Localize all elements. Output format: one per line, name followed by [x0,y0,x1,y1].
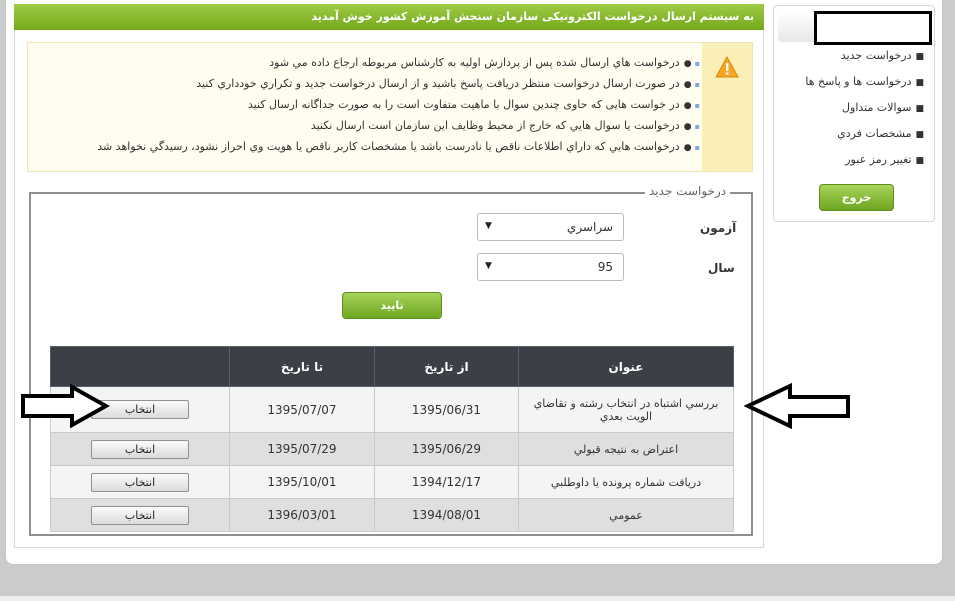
from-date-cell: 1394/08/01 [375,499,519,532]
notice-list [30,53,700,158]
redaction-box [814,11,932,45]
sidebar-item-change-password[interactable]: ■تغيير رمز عبور [845,153,924,166]
header-from-date: از تاريخ [375,347,519,387]
notice-item: ▪●در خواست هایی كه حاوی چندين سوال با ماهيت متفاوت است را به صورت جداگانه ارسال كنيد [247,98,700,111]
select-button[interactable]: انتخاب [91,400,189,419]
left-arrow-annotation-icon [744,383,852,429]
right-arrow-annotation-icon [20,384,110,428]
sidebar-item-profile[interactable]: ■مشخصات فردي [837,127,924,140]
bullet-icon: ■ [915,52,924,62]
notice-icon-area [702,43,752,171]
bullet-icon: ■ [915,78,924,88]
notice-item: ▪●درخواست هاي ارسال شده پس از پردازش اوليه به كارشناس مربوطه ارجاع داده مي شود [269,56,700,69]
table-row [51,499,734,532]
exam-label: آزمون [700,221,737,235]
sidebar-item-faq[interactable]: ■سوالات متداول [842,101,924,114]
year-label: سال [708,261,735,275]
title-cell: عمومي [519,499,734,532]
select-button[interactable]: انتخاب [91,473,189,492]
bullet-icon: ■ [915,156,924,166]
to-date-cell: 1395/07/29 [230,433,375,466]
header-action [51,347,230,387]
table-row [51,466,734,499]
welcome-bar: به سيستم ارسال درخواست الكترونيكی سازمان سنجش آموزش كشور خوش آمديد [14,4,764,30]
notice-item: ▪●درخواست يا سوال هايي كه خارج از محيط وظايف اين سازمان است ارسال نكنيد [310,119,700,132]
exit-button[interactable]: خروج [819,184,894,211]
to-date-cell: 1395/10/01 [230,466,375,499]
fieldset-legend: درخواست جديد [645,184,730,198]
header-title: عنوان [519,347,734,387]
from-date-cell: 1395/06/29 [375,433,519,466]
exam-select-value: سراسري [566,220,613,234]
dropdown-arrow-icon: ▼ [485,221,492,231]
confirm-button[interactable]: تاييد [342,292,442,319]
from-date-cell: 1395/06/31 [375,387,519,433]
bullet-icon: ■ [915,130,924,140]
table-row [51,433,734,466]
dropdown-arrow-icon: ▼ [485,261,492,271]
request-types-table [50,346,734,532]
sidebar-item-new-request[interactable]: ■درخواست جديد [840,49,924,62]
title-cell: بررسي اشتباه در انتخاب رشته و تقاضاي الويت بعدي [519,387,734,433]
to-date-cell: 1395/07/07 [230,387,375,433]
exam-select[interactable] [477,213,624,241]
select-button[interactable]: انتخاب [91,440,189,459]
header-to-date: تا تاريخ [230,347,375,387]
select-button[interactable]: انتخاب [91,506,189,525]
sidebar-item-requests-and-answers[interactable]: ■درخواست ها و پاسخ ها [805,75,924,88]
year-select[interactable] [477,253,624,281]
year-select-value: 95 [597,260,613,274]
notice-item: ▪●در صورت ارسال درخواست منتظر دريافت پاسخ باشيد و از ارسال درخواست جديد و تكراري خودداري كنيد [196,77,700,90]
bottom-scroll-area [0,596,955,601]
table-row [51,387,734,433]
from-date-cell: 1394/12/17 [375,466,519,499]
notice-item: ▪●درخواست هايي كه داراي اطلاعات ناقص يا نادرست باشد يا مشخصات كاربر ناقص يا هويت وي احراز نشود، رسيدگي نخواهد شد [97,140,700,153]
sidebar-menu [784,49,924,179]
to-date-cell: 1396/03/01 [230,499,375,532]
notice-box [27,42,753,172]
title-cell: دريافت شماره پرونده يا داوطلبي [519,466,734,499]
bullet-icon: ■ [915,104,924,114]
title-cell: اعتراض به نتيجه قبولي [519,433,734,466]
warning-icon [715,56,739,78]
table-header-row [51,347,734,387]
